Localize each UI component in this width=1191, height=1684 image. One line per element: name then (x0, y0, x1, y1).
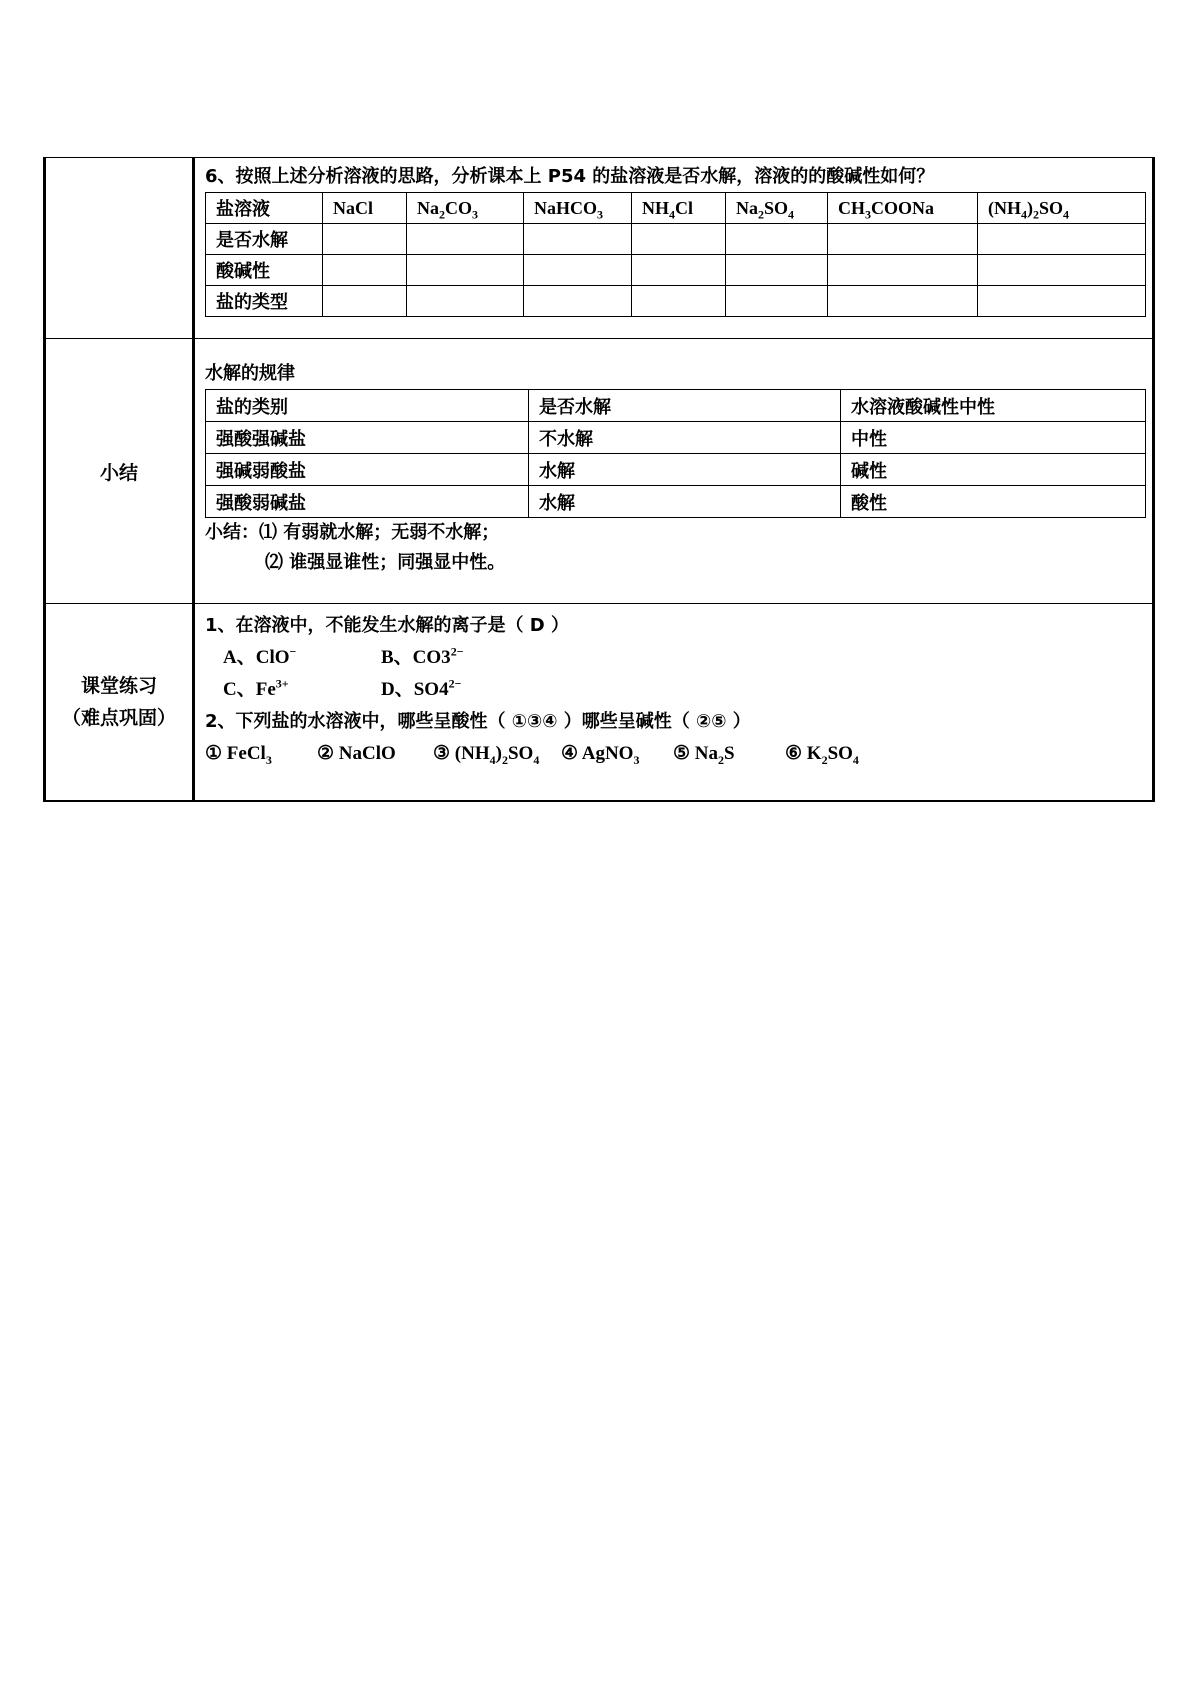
blank-cell[interactable] (524, 286, 632, 317)
salt-nahco3: NaHCO$_3$ (524, 193, 632, 224)
blank-cell[interactable] (726, 286, 828, 317)
blank-cell[interactable] (323, 286, 407, 317)
q2-option-6: ⑥ $K_2SO_4$ (785, 743, 859, 767)
rule-cell: 不水解 (529, 422, 841, 454)
q2-option-5: ⑤ $Na_2S$ (673, 743, 735, 767)
section1-content-cell (194, 158, 1154, 339)
section-practice (45, 604, 1154, 802)
blank-cell[interactable] (323, 224, 407, 255)
hydrolysis-rules-title: 水解的规律 (205, 363, 295, 384)
blank-cell[interactable] (978, 286, 1146, 317)
blank-cell[interactable] (726, 255, 828, 286)
summary-label: 小结 (45, 339, 194, 604)
salt-table-row (206, 286, 1146, 317)
blank-cell[interactable] (978, 255, 1146, 286)
rule-cell: 水解 (529, 486, 841, 518)
q1-options-row-1 (205, 642, 1142, 674)
salt-table-row (206, 255, 1146, 286)
blank-cell[interactable] (407, 255, 524, 286)
salt-header-label: 盐溶液 (206, 193, 323, 224)
salt-solution-table (205, 192, 1146, 317)
table-row (206, 486, 1146, 518)
blank-cell[interactable] (726, 224, 828, 255)
section3-content-cell (194, 604, 1154, 802)
hydrolysis-rules-table (205, 389, 1146, 518)
blank-cell[interactable] (407, 224, 524, 255)
row-label-acidity: 酸碱性 (206, 255, 323, 286)
question-6: 6、按照上述分析溶液的思路，分析课本上 P54 的盐溶液是否水解，溶液的的酸碱性如何？ (205, 166, 935, 187)
blank-cell[interactable] (632, 286, 726, 317)
q2-option-4: ④ AgNO$_3$ (561, 743, 640, 767)
rules-header: 是否水解 (529, 390, 841, 422)
salt-table-row (206, 224, 1146, 255)
rule-cell: 中性 (841, 422, 1146, 454)
section1-left-cell (45, 158, 194, 339)
blank-cell[interactable] (524, 224, 632, 255)
salt-nh4cl: $NH_4Cl$ (632, 193, 726, 224)
practice-question-2: 2、下列盐的水溶液中，哪些呈酸性（ ①③④ ）哪些呈碱性（ ②⑤ ） (205, 711, 751, 732)
q2-options (205, 738, 1142, 770)
rule-cell: 碱性 (841, 454, 1146, 486)
row-label-hydrolysis: 是否水解 (206, 224, 323, 255)
salt-ch3coona: $CH_3COONa$ (828, 193, 978, 224)
lesson-table (43, 157, 1155, 802)
row-label-salt-type: 盐的类型 (206, 286, 323, 317)
blank-cell[interactable] (323, 255, 407, 286)
option-b: B、$CO3^{2-}$ (381, 644, 464, 668)
option-d: D、$SO4^{2-}$ (381, 676, 462, 700)
blank-cell[interactable] (524, 255, 632, 286)
practice-label: 课堂练习 (80, 675, 157, 697)
rule-cell: 强酸弱碱盐 (206, 486, 529, 518)
salt-nh4-2so4: $(NH_4)_2SO_4$ (978, 193, 1146, 224)
option-a: A、ClO− (223, 644, 297, 668)
salt-na2co3: $Na_2CO_3$ (407, 193, 524, 224)
rules-header: 盐的类别 (206, 390, 529, 422)
section-summary (45, 339, 1154, 604)
q2-option-2: ② NaClO (317, 743, 396, 764)
rule-cell: 酸性 (841, 486, 1146, 518)
q2-option-3: ③ $(NH_4)_2SO_4$ (433, 743, 540, 767)
blank-cell[interactable] (407, 286, 524, 317)
rule-cell: 强碱弱酸盐 (206, 454, 529, 486)
salt-na2so4: $Na_2SO_4$ (726, 193, 828, 224)
blank-cell[interactable] (828, 255, 978, 286)
section-salt-analysis (45, 158, 1154, 339)
rules-header-row (206, 390, 1146, 422)
q2-option-1: ① FeCl$_3$ (205, 743, 272, 767)
table-row (206, 454, 1146, 486)
q1-options-row-2 (205, 674, 1142, 706)
blank-cell[interactable] (632, 255, 726, 286)
option-c: C、$Fe^{3+}$ (223, 676, 289, 700)
rule-cell: 水解 (529, 454, 841, 486)
practice-label-cell (45, 604, 194, 802)
practice-sublabel: （难点巩固） (61, 707, 176, 729)
table-row (206, 422, 1146, 454)
section2-content-cell (194, 339, 1154, 604)
summary-line-2: ⑵ 谁强显谁性；同强显中性。 (265, 552, 506, 573)
blank-cell[interactable] (828, 224, 978, 255)
blank-cell[interactable] (828, 286, 978, 317)
salt-nacl: NaCl (323, 193, 407, 224)
salt-table-header-row (206, 193, 1146, 224)
rules-header: 水溶液酸碱性中性 (841, 390, 1146, 422)
summary-line-1: 小结：⑴ 有弱就水解；无弱不水解； (205, 522, 500, 543)
blank-cell[interactable] (632, 224, 726, 255)
blank-cell[interactable] (978, 224, 1146, 255)
rule-cell: 强酸强碱盐 (206, 422, 529, 454)
practice-question-1: 1、在溶液中，不能发生水解的离子是（ D ） (205, 615, 569, 636)
